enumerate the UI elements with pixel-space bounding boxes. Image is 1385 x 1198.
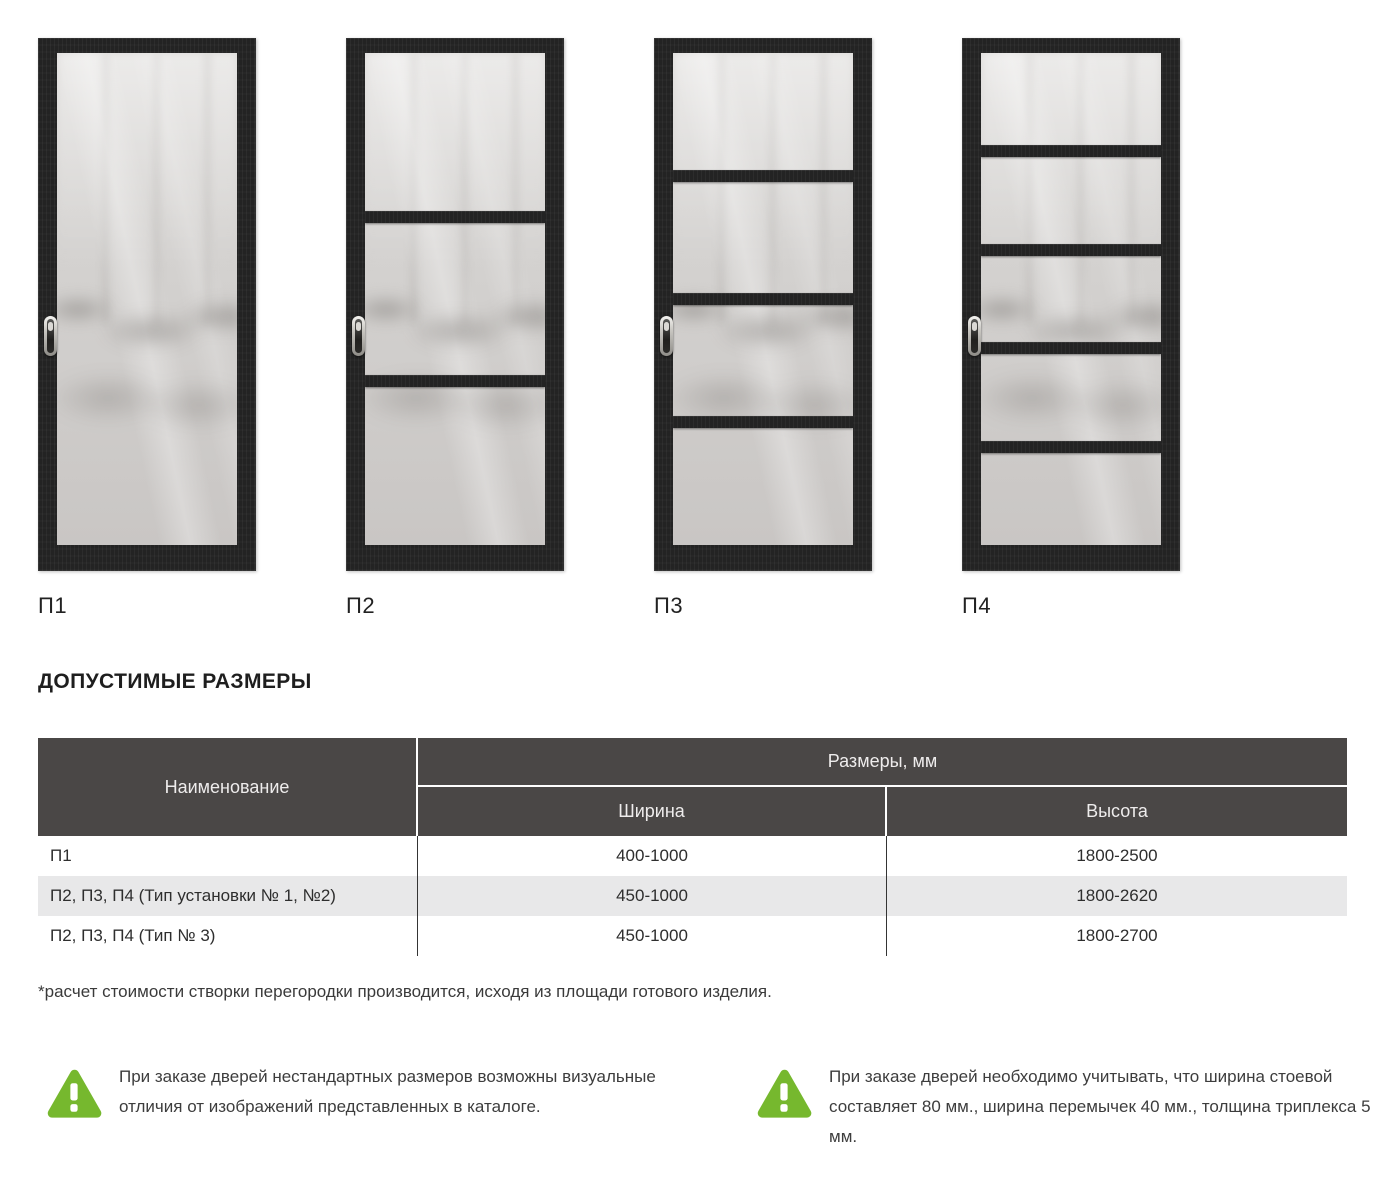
door-crossbar (981, 441, 1161, 453)
warning-triangle-icon (45, 1067, 103, 1123)
door-label: П3 (654, 593, 684, 618)
door-label: П4 (962, 593, 992, 618)
door-card-p2 (346, 38, 564, 619)
column-header-height: Высота (1086, 801, 1148, 821)
sizes-table (38, 738, 1347, 956)
door-crossbar (981, 145, 1161, 157)
table-row (38, 876, 1347, 916)
door-glass (981, 53, 1161, 545)
table-subheader (418, 787, 1347, 836)
glass-reflection (365, 53, 545, 545)
warning-note-nonstandard-sizes (45, 1062, 684, 1123)
cell-width: 450-1000 (418, 916, 887, 956)
door-card-p3 (654, 38, 872, 619)
door-image-p3 (654, 38, 872, 571)
cell-width: 450-1000 (418, 876, 887, 916)
column-header-width: Ширина (418, 787, 887, 836)
door-card-p4 (962, 38, 1180, 619)
warning-note-profile-widths (755, 1062, 1385, 1152)
door-image-p4 (962, 38, 1180, 571)
glass-reflection (981, 53, 1161, 545)
glass-reflection (57, 53, 237, 545)
door-handle (352, 316, 365, 356)
cell-height: 1800-2620 (1076, 886, 1158, 905)
cell-name: П2, П3, П4 (Тип № 3) (38, 916, 418, 956)
door-glass (57, 53, 237, 545)
warning-note-text: При заказе дверей необходимо учитывать, что ширина стоевой составляет 80 мм., ширина перемычек 40 мм., толщина триплекса 5 мм. (829, 1067, 1371, 1146)
door-handle (660, 316, 673, 356)
door-crossbar (365, 211, 545, 223)
door-image-p2 (346, 38, 564, 571)
door-crossbar (673, 170, 853, 182)
table-row (38, 836, 1347, 876)
door-glass (673, 53, 853, 545)
door-image-p1 (38, 38, 256, 571)
pricing-footnote: *расчет стоимости створки перегородки производится, исходя из площади готового изделия. (38, 982, 772, 1001)
cell-height: 1800-2500 (1076, 846, 1158, 865)
section-title: ДОПУСТИМЫЕ РАЗМЕРЫ (38, 670, 312, 693)
column-header-name: Наименование (38, 738, 418, 836)
table-header-sizes-group (418, 738, 1347, 836)
door-crossbar (981, 244, 1161, 256)
cell-name: П1 (38, 836, 418, 876)
column-header-sizes: Размеры, мм (418, 738, 1347, 787)
door-crossbar (365, 375, 545, 387)
door-handle (44, 316, 57, 356)
door-gallery (38, 38, 1180, 619)
door-crossbar (981, 342, 1161, 354)
door-card-p1 (38, 38, 256, 619)
warning-triangle-icon (755, 1067, 813, 1123)
cell-height: 1800-2700 (1076, 926, 1158, 945)
warning-note-text: При заказе дверей нестандартных размеров возможны визуальные отличия от изображений представленных в каталоге. (119, 1067, 656, 1116)
cell-name: П2, П3, П4 (Тип установки № 1, №2) (38, 876, 418, 916)
table-row (38, 916, 1347, 956)
table-header (38, 738, 1347, 836)
door-crossbar (673, 416, 853, 428)
door-label: П1 (38, 593, 68, 618)
door-handle (968, 316, 981, 356)
door-crossbar (673, 293, 853, 305)
cell-width: 400-1000 (418, 836, 887, 876)
door-label: П2 (346, 593, 376, 618)
door-glass (365, 53, 545, 545)
